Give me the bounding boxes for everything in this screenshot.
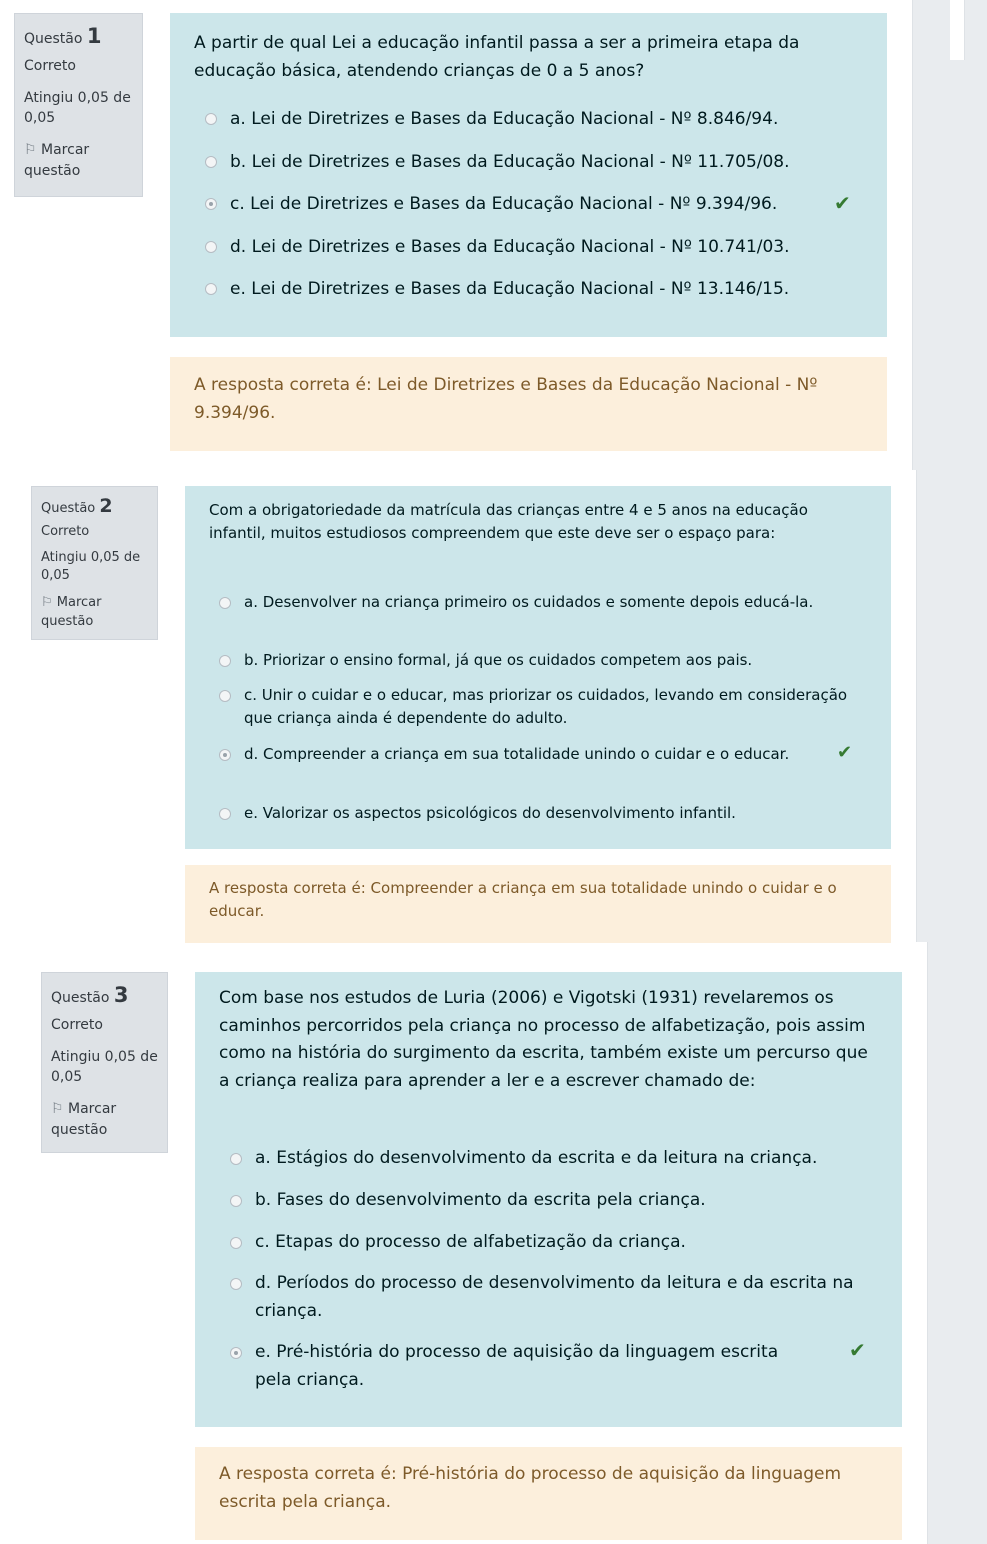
question-formulation [185, 486, 891, 849]
answer-option[interactable]: c. Etapas do processo de alfabetização da criança. [219, 1229, 878, 1270]
flag-icon: ⚐ [41, 595, 53, 610]
question-formulation [195, 972, 902, 1427]
question-state: Correto [41, 524, 90, 539]
answer-option[interactable]: d. Lei de Diretrizes e Bases da Educação Nacional - Nº 10.741/03. [194, 233, 863, 276]
right-answer-feedback [185, 865, 891, 943]
question-grade: Atingiu 0,05 de 0,05 [41, 550, 141, 583]
right-panel-strip-3 [927, 942, 987, 1544]
radio-icon[interactable] [205, 113, 217, 125]
radio-icon[interactable] [205, 198, 217, 210]
answer-option[interactable]: b. Fases do desenvolvimento da escrita pela criança. [219, 1187, 878, 1229]
answer-option[interactable]: b. Lei de Diretrizes e Bases da Educação Nacional - Nº 11.705/08. [194, 148, 863, 191]
question-text: A partir de qual Lei a educação infantil passa a ser a primeira etapa da educação básica, atendendo crianças de 0 a 5 anos? [194, 33, 800, 81]
answer-option[interactable]: e. Valorizar os aspectos psicológicos do desenvolvimento infantil. [209, 802, 867, 837]
radio-icon[interactable] [230, 1195, 242, 1207]
right-panel-strip-2 [916, 470, 987, 942]
flag-icon: ⚐ [51, 1101, 64, 1117]
radio-icon[interactable] [219, 749, 231, 761]
answer-option[interactable]: b. Priorizar o ensino formal, já que os cuidados competem aos pais. [209, 649, 867, 684]
flag-question-link[interactable]: ⚐ Marcar questão [24, 142, 90, 179]
right-answer-feedback [195, 1447, 902, 1540]
question-state: Correto [51, 1017, 103, 1033]
radio-icon[interactable] [219, 690, 231, 702]
flag-question-link[interactable]: ⚐ Marcar questão [41, 595, 102, 629]
radio-icon[interactable] [230, 1347, 242, 1359]
radio-icon[interactable] [219, 808, 231, 820]
question-text: Com base nos estudos de Luria (2006) e Vigotski (1931) revelaremos os caminhos percorridos pela criança no processo de alfabetização, pois assim como na história do surgimento da escrita, também existe um percurso que a criança realiza para aprender a ler e a escrever chamado de: [219, 988, 868, 1091]
answer-option[interactable]: d. Períodos do processo de desenvolvimento da leitura e da escrita na criança. [219, 1270, 878, 1339]
question-grade: Atingiu 0,05 de 0,05 [51, 1049, 158, 1085]
answer-list [219, 1145, 878, 1399]
question-info [41, 972, 168, 1153]
right-panel-strip-1 [912, 0, 987, 470]
question-grade: Atingiu 0,05 de 0,05 [24, 90, 131, 126]
flag-icon: ⚐ [24, 142, 37, 158]
right-answer-text: A resposta correta é: Compreender a criança em sua totalidade unindo o cuidar e o educar. [209, 879, 837, 920]
right-answer-text: A resposta correta é: Pré-história do processo de aquisição da linguagem escrita pela criança. [219, 1464, 842, 1512]
radio-icon[interactable] [230, 1153, 242, 1165]
flag-question-link[interactable]: ⚐ Marcar questão [51, 1101, 117, 1138]
answer-list [209, 591, 867, 837]
right-answer-feedback [170, 357, 887, 451]
right-answer-text: A resposta correta é: Lei de Diretrizes e Bases da Educação Nacional - Nº 9.394/96. [194, 375, 818, 423]
radio-icon[interactable] [205, 283, 217, 295]
question-number: Questão 2 [41, 495, 113, 517]
radio-icon[interactable] [230, 1237, 242, 1249]
answer-option[interactable]: a. Desenvolver na criança primeiro os cuidados e somente depois educá-la. [209, 591, 867, 649]
radio-icon[interactable] [230, 1278, 242, 1290]
answer-option[interactable]: e. Lei de Diretrizes e Bases da Educação Nacional - Nº 13.146/15. [194, 275, 863, 318]
question-number: Questão 1 [24, 24, 102, 48]
question-number: Questão 3 [51, 983, 129, 1007]
question-state: Correto [24, 58, 76, 74]
scrollbar-thumb[interactable] [950, 0, 965, 60]
radio-icon[interactable] [205, 156, 217, 168]
radio-icon[interactable] [219, 655, 231, 667]
check-icon: ✔ [849, 1338, 866, 1362]
answer-option[interactable]: d. Compreender a criança em sua totalidade unindo o cuidar e o educar. ✔ [209, 743, 867, 802]
radio-icon[interactable] [205, 241, 217, 253]
answer-option[interactable]: c. Lei de Diretrizes e Bases da Educação Nacional - Nº 9.394/96. ✔ [194, 190, 863, 233]
answer-option[interactable]: a. Lei de Diretrizes e Bases da Educação Nacional - Nº 8.846/94. [194, 105, 863, 148]
question-info [31, 486, 158, 640]
answer-option[interactable]: e. Pré-história do processo de aquisição da linguagem escrita pela criança. ✔ [219, 1339, 878, 1399]
check-icon: ✔ [837, 742, 853, 763]
answer-option[interactable]: a. Estágios do desenvolvimento da escrita e da leitura na criança. [219, 1145, 878, 1187]
question-info [14, 13, 143, 197]
question-formulation [170, 13, 887, 337]
radio-icon[interactable] [219, 597, 231, 609]
question-text: Com a obrigatoriedade da matrícula das crianças entre 4 e 5 anos na educação infantil, muitos estudiosos compreendem que este deve ser o espaço para: [209, 501, 808, 542]
answer-list [194, 105, 863, 318]
check-icon: ✔ [834, 191, 851, 215]
answer-option[interactable]: c. Unir o cuidar e o educar, mas priorizar os cuidados, levando em consideração que criança ainda é dependente do adulto. [209, 684, 867, 743]
